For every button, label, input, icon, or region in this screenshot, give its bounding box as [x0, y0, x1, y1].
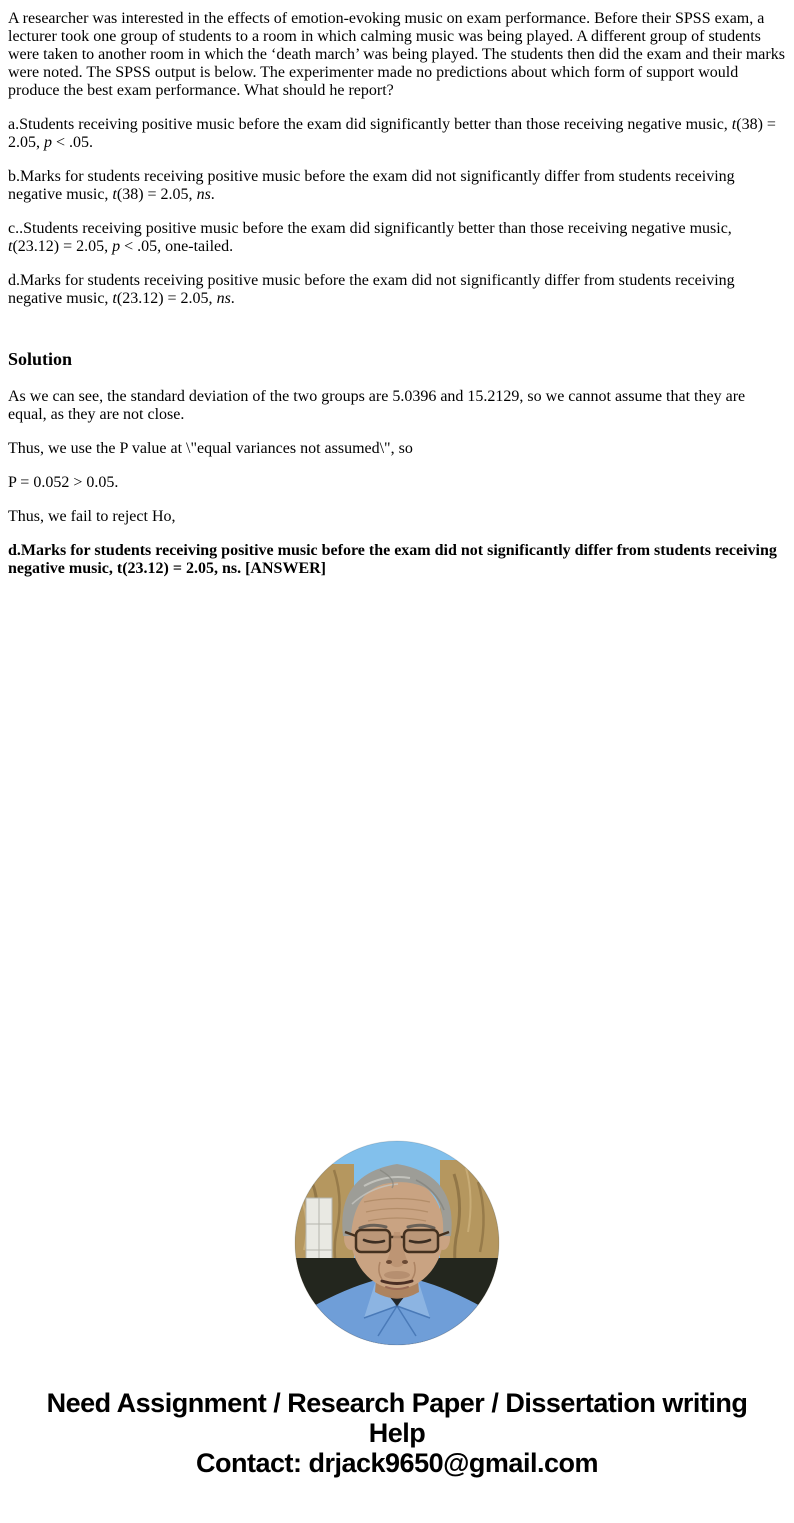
- blank-space: [8, 594, 786, 1140]
- option-c: c..Students receiving positive music before the exam did significantly better than those receiving negative music, t(23.12) = 2.05, p < .05, one-tailed.: [8, 220, 732, 255]
- solution-paragraph-pvalue: Thus, we use the P value at \"equal variances not assumed\", so: [8, 440, 413, 457]
- option-d: d.Marks for students receiving positive music before the exam did not significantly differ from students receiving negative music, t(23.12) = 2.05, ns.: [8, 272, 735, 307]
- question-intro: A researcher was interested in the effects of emotion-evoking music on exam performance. Before their SPSS exam, a lecturer took one group of students to a room in which calming music was being played. A different group of students were taken to another room in which the ‘death march’ was being played. The students then did the exam and their marks were noted. The SPSS output is below. The experimenter made no predictions about which form of support would produce the best exam performance. What should he report?: [8, 10, 785, 99]
- solution-answer: d.Marks for students receiving positive music before the exam did not significantly differ from students receiving negative music, t(23.12) = 2.05, ns. [ANSWER]: [8, 542, 777, 577]
- option-b: b.Marks for students receiving positive music before the exam did not significantly differ from students receiving negative music, t(38) = 2.05, ns.: [8, 168, 735, 203]
- solution-paragraph-sd: As we can see, the standard deviation of the two groups are 5.0396 and 15.2129, so we cannot assume that they are equal, as they are not close.: [8, 388, 746, 423]
- footer-banner: [17, 1388, 777, 1478]
- solution-paragraph-conclusion: Thus, we fail to reject Ho,: [8, 508, 176, 525]
- tutor-avatar-photo: [294, 1140, 500, 1346]
- footer-help-text: Need Assignment / Research Paper / Dissertation writing Help: [46, 1388, 748, 1448]
- footer-contact-text: Contact: drjack9650@gmail.com: [196, 1448, 598, 1478]
- option-a: a.Students receiving positive music before the exam did significantly better than those receiving negative music, t(38) = 2.05, p < .05.: [8, 116, 776, 151]
- solution-heading: Solution: [8, 349, 73, 369]
- solution-paragraph-comparison: P = 0.052 > 0.05.: [8, 474, 119, 491]
- avatar-container: [8, 1140, 786, 1346]
